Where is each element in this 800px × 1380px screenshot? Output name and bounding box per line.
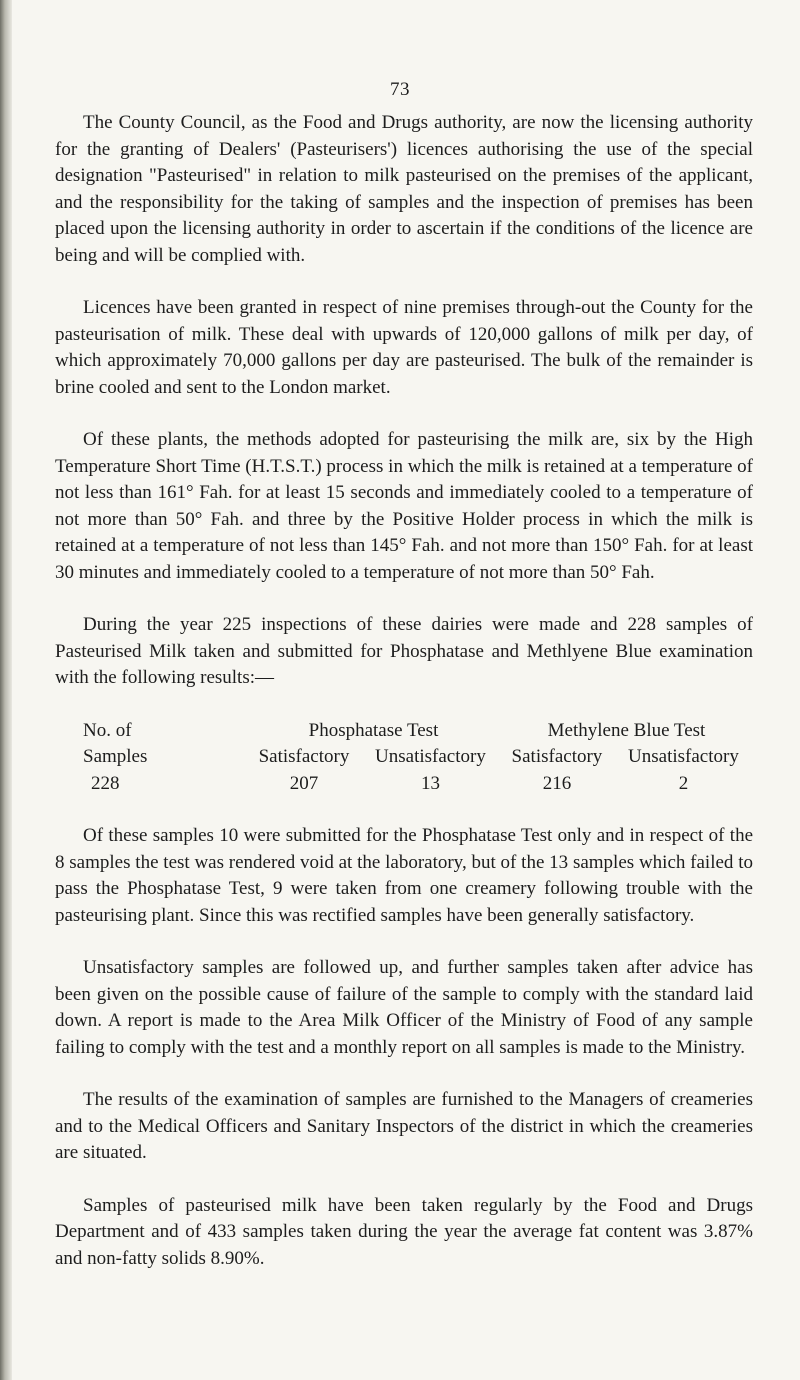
table-header-cell: Methylene Blue Test (547, 719, 706, 741)
paragraph-licensing-authority: The County Council, as the Food and Drugs authority, are now the licensing authority for the granting of Dealers' (Pasteurisers') licences authorising the use of the special designation "Pasteurised" in relation to milk pasteurised on the premises of the applicant, and the responsibility for the taking of samples and the inspection of premises has been placed upon the licensing authority in order to ascertain if the conditions of the licence are being and will be complied with. (55, 112, 753, 266)
paragraph-licences-granted: Licences have been granted in respect of nine premises through-out the County for the pasteurisation of milk. These deal with upwards of 120,000 gallons of milk per day, of which approximately 70,000 gallons per day are pasteurised. The bulk of the remainder is brine cooled and sent to the London market. (55, 297, 753, 398)
table-cell: 2 (678, 772, 689, 794)
paragraph-fat-content: Samples of pasteurised milk have been taken regularly by the Food and Drugs Department and of 433 samples taken during the year the average fat content was 3.87% and non-fatty solids 8.90%. (55, 1194, 753, 1269)
table-header-cell: Unsatisfactory (628, 746, 739, 767)
table-header-cell: Unsatisfactory (375, 746, 486, 767)
paragraph-samples-failed: Of these samples 10 were submitted for the Phosphatase Test only and in respect of the 8 samples the test was rendered void at the laboratory, but of the 13 samples which failed to pass the Phosphatase Test, 9 were taken from one creamery following trouble with the pasteurising plant. Since this was rectified samples have been generally satisfactory. (55, 825, 753, 926)
table-header-cell: Satisfactory (258, 746, 350, 767)
table-cell: 207 (289, 772, 319, 794)
table-header-cell: Phosphatase Test (308, 719, 439, 741)
paragraph-pasteurising-methods: Of these plants, the methods adopted for pasteurising the milk are, six by the High Temperature Short Time (H.T.S.T.) process in which the milk is retained at a temperature of not less than 161° Fah. for at least 15 seconds and immediately cooled to a temperature of not more than 50° Fah. and three by the Positive Holder process in which the milk is retained at a temperature of not less than 145° Fah. and not more than 150° Fah. for at least 30 minutes and immediately cooled to a temperature of not more than 50° Fah. (55, 429, 753, 583)
table-header-cell: Samples (83, 746, 148, 767)
table-header-row (55, 718, 753, 745)
paragraph-results-furnished: The results of the examination of samples are furnished to the Managers of creameries and to the Medical Officers and Sanitary Inspectors of the district in which the creameries are situated. (55, 1089, 753, 1163)
table-header-cell: No. of (83, 719, 132, 741)
page-binding-edge (0, 0, 12, 1380)
table-cell: 216 (542, 772, 572, 794)
table-cell: 13 (420, 772, 440, 794)
results-table (55, 718, 753, 798)
page-number: 73 (390, 79, 410, 100)
table-subheader-row (55, 744, 753, 771)
paragraph-inspections: During the year 225 inspections of these dairies were made and 228 samples of Pasteurised Milk taken and submitted for Phosphatase and Methlyene Blue examination with the following results:— (55, 614, 753, 688)
paragraph-unsatisfactory-followup: Unsatisfactory samples are followed up, and further samples taken after advice has been given on the possible cause of failure of the sample to comply with the standard laid down. A report is made to the Area Milk Officer of the Ministry of Food of any sample failing to comply with the test and a monthly report on all samples is made to the Ministry. (55, 957, 753, 1058)
table-cell: 228 (91, 772, 120, 794)
table-row (55, 771, 753, 798)
document-body (55, 110, 753, 1298)
table-header-cell: Satisfactory (511, 746, 603, 767)
